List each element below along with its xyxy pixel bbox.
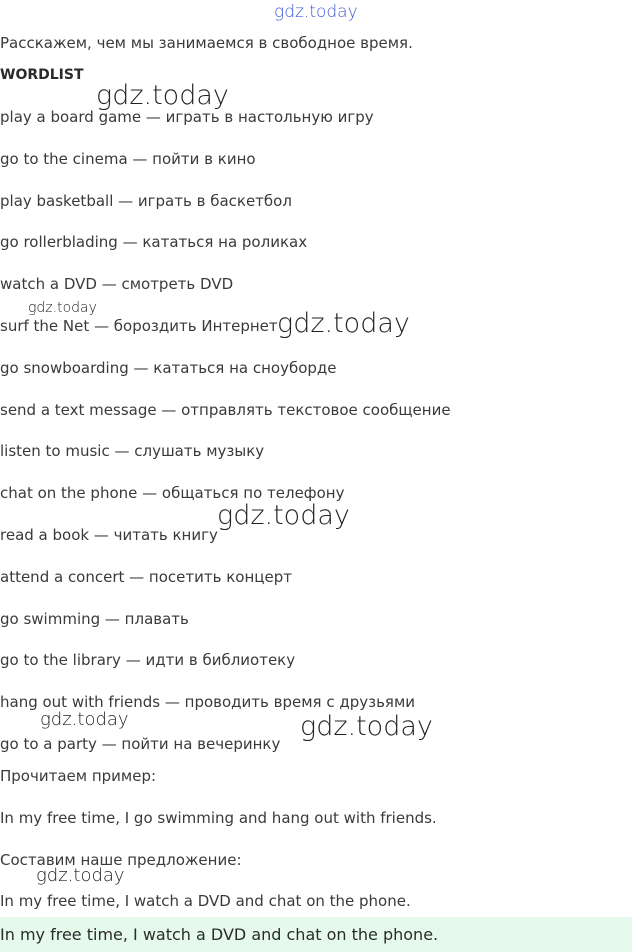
intro-text: Расскажем, чем мы занимаемся в свободное время. xyxy=(0,34,413,52)
watermark: gdz.today xyxy=(96,80,229,111)
wordlist-item: go to the library — идти в библиотеку xyxy=(0,651,296,669)
watermark: gdz.today xyxy=(217,500,350,531)
wordlist-heading: WORDLIST xyxy=(0,67,84,83)
wordlist-item: hang out with friends — проводить время с друзьями xyxy=(0,693,416,711)
compose-heading: Составим наше предложение: xyxy=(0,851,242,869)
wordlist-item: chat on the phone — общаться по телефону xyxy=(0,484,345,502)
wordlist-item: send a text message — отправлять текстовое сообщение xyxy=(0,401,451,419)
example-heading: Прочитаем пример: xyxy=(0,767,157,785)
wordlist-item: attend a concert — посетить концерт xyxy=(0,568,292,586)
wordlist-item: go snowboarding — кататься на сноуборде xyxy=(0,359,337,377)
wordlist-item: play basketball — играть в баскетбол xyxy=(0,192,292,210)
answer-text: In my free time, I watch a DVD and chat on the phone. xyxy=(0,925,439,944)
watermark: gdz.today xyxy=(277,308,410,339)
wordlist-item: go swimming — плавать xyxy=(0,610,189,628)
watermark: gdz.today xyxy=(36,865,125,886)
watermark-top: gdz.today xyxy=(274,2,358,22)
wordlist-item: read a book — читать книгу xyxy=(0,526,218,544)
watermark: gdz.today xyxy=(40,709,129,730)
composed-sentence: In my free time, I watch a DVD and chat on the phone. xyxy=(0,892,411,910)
wordlist-item: listen to music — слушать музыку xyxy=(0,442,265,460)
wordlist-item: go to the cinema — пойти в кино xyxy=(0,150,256,168)
wordlist-item: go rollerblading — кататься на роликах xyxy=(0,233,308,251)
example-sentence: In my free time, I go swimming and hang out with friends. xyxy=(0,809,437,827)
watermark: gdz.today xyxy=(300,711,433,742)
wordlist-item: go to a party — пойти на вечеринку xyxy=(0,735,281,753)
wordlist-item: watch a DVD — смотреть DVD xyxy=(0,275,234,293)
answer-box xyxy=(0,917,632,952)
wordlist-item: surf the Net — бороздить Интернет xyxy=(0,317,278,335)
watermark: gdz.today xyxy=(28,300,97,316)
wordlist-item: play a board game — играть в настольную игру xyxy=(0,108,374,126)
